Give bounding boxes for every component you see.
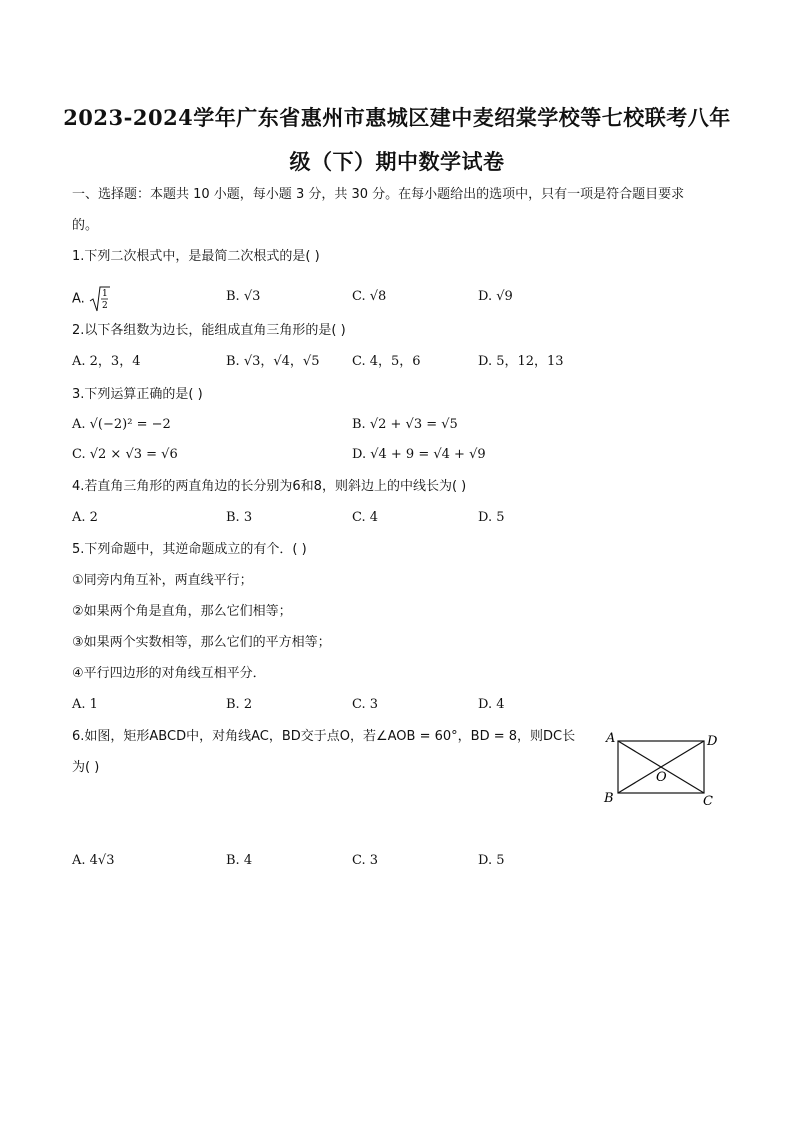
exam-title-line2: 级（下）期中数学试卷 [289, 149, 505, 174]
q3-option-b: B. √2 + √3 = √5 [352, 417, 458, 432]
q4-stem: 4.若直角三角形的两直角边的长分别为6和8，则斜边上的中线长为( ) [72, 479, 467, 494]
q6-stem-line2: 为( ) [72, 760, 100, 775]
q5-stem: 5.下列命题中，其逆命题成立的有个．( ) [72, 542, 307, 557]
section-instructions-line2: 的。 [72, 218, 99, 233]
q4-option-d: D. 5 [478, 510, 505, 525]
q3-option-a: A. √(−2)² = −2 [72, 417, 171, 432]
q1-option-a [72, 285, 111, 313]
q6-option-a: A. 4√3 [72, 853, 115, 868]
q5-option-a: A. 1 [72, 697, 98, 712]
point-a-label: A [606, 731, 616, 746]
q5-statement-4: ④平行四边形的对角线互相平分． [72, 666, 266, 681]
q5-statement-2: ②如果两个角是直角，那么它们相等； [72, 604, 292, 619]
point-b-label: B [604, 791, 614, 806]
exam-title-line1: 2023-2024学年广东省惠州市惠城区建中麦绍棠学校等七校联考八年 [63, 105, 731, 130]
q5-option-b: B. 2 [226, 697, 253, 712]
q2-option-c: C. 4，5，6 [352, 354, 421, 369]
q4-option-a: A. 2 [72, 510, 98, 525]
section-instructions-line1: 一、选择题：本题共 10 小题，每小题 3 分，共 30 分。在每小题给出的选项中，只有一项是符合题目要求 [72, 187, 685, 202]
q5-option-c: C. 3 [352, 697, 379, 712]
q6-option-c: C. 3 [352, 853, 379, 868]
q1-option-a-sqrt-half [89, 285, 111, 313]
q1-option-d: D. √9 [478, 289, 513, 304]
q6-option-b: B. 4 [226, 853, 253, 868]
q5-statement-1: ①同旁内角互补，两直线平行； [72, 573, 253, 588]
q1-option-b: B. √3 [226, 289, 261, 304]
q4-option-c: C. 4 [352, 510, 379, 525]
q3-stem: 3.下列运算正确的是( ) [72, 387, 203, 402]
q2-option-a: A. 2，3，4 [72, 354, 141, 369]
q3-option-d: D. √4 + 9 = √4 + √9 [352, 447, 486, 462]
q4-option-b: B. 3 [226, 510, 253, 525]
point-o-label: O [656, 770, 667, 785]
q6-option-d: D. 5 [478, 853, 505, 868]
q2-option-b: B. √3，√4，√5 [226, 354, 320, 369]
q5-option-d: D. 4 [478, 697, 505, 712]
point-c-label: C [703, 794, 713, 809]
q1-stem: 1.下列二次根式中，是最简二次根式的是( ) [72, 249, 320, 264]
q2-option-d: D. 5，12，13 [478, 354, 564, 369]
svg-text:2: 2 [101, 301, 108, 311]
q1-option-c: C. √8 [352, 289, 387, 304]
rectangle-abcd-diagram [600, 728, 730, 812]
q2-stem: 2.以下各组数为边长，能组成直角三角形的是( ) [72, 323, 346, 338]
point-d-label: D [707, 734, 718, 749]
q1-option-a-label: A. [72, 291, 85, 307]
q6-stem-line1: 6.如图，矩形ABCD中，对角线AC，BD交于点O，若∠AOB = 60°，BD = 8，则DC长 [72, 729, 576, 744]
q5-statement-3: ③如果两个实数相等，那么它们的平方相等； [72, 635, 331, 650]
svg-text:1: 1 [101, 289, 108, 299]
q3-option-c: C. √2 × √3 = √6 [72, 447, 178, 462]
